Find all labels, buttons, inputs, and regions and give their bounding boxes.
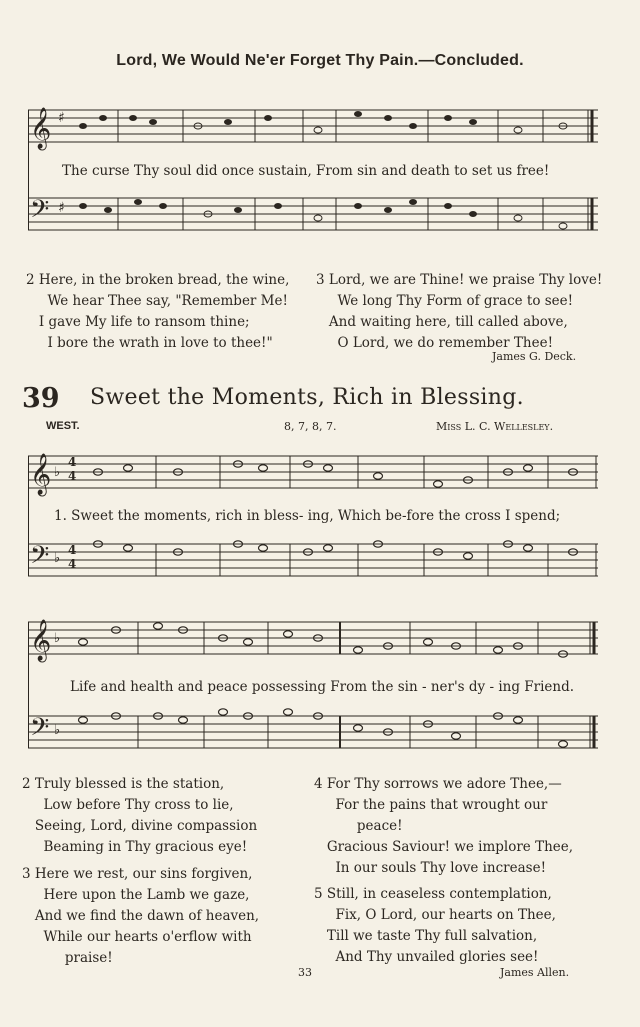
meter: 8, 7, 8, 7. [284, 420, 337, 433]
svg-text:♭: ♭ [54, 723, 61, 738]
tune-name: WEST. [46, 420, 80, 432]
author-part1: James G. Deck. [492, 350, 577, 363]
svg-text:♯: ♯ [58, 110, 65, 126]
svg-text:𝄞: 𝄞 [30, 108, 52, 149]
svg-text:𝄞: 𝄞 [30, 454, 52, 495]
composer: Miss L. C. Wellesley. [436, 420, 554, 433]
svg-text:𝄢: 𝄢 [30, 541, 50, 576]
author: James Allen. [500, 966, 570, 979]
svg-text:♯: ♯ [58, 200, 65, 216]
svg-text:𝄢: 𝄢 [30, 195, 50, 230]
svg-text:♭: ♭ [54, 465, 61, 480]
svg-text:4: 4 [68, 543, 77, 557]
lyric-line-part1: The curse Thy soul did once sustain, From sin and death to set us free! [62, 163, 550, 179]
svg-text:♭: ♭ [54, 551, 61, 566]
svg-text:4: 4 [68, 455, 77, 469]
verse-2: 2 Truly blessed is the station, Low before Thy cross to lie, Seeing, Lord, divine compassion Beaming in Thy gracious eye! [22, 776, 258, 855]
svg-text:4: 4 [68, 557, 77, 571]
page-title: Lord, We Would Ne'er Forget Thy Pain.—Concluded. [116, 52, 524, 69]
verse-4: 4 For Thy sorrows we adore Thee,— For the pains that wrought our peace! Gracious Saviour! we implore Thee, In our souls Thy love increase! [314, 776, 574, 876]
lyric-line-2: Life and health and peace possessing From the sin - ner's dy - ing Friend. [70, 679, 575, 695]
page-number: 33 [298, 966, 312, 979]
svg-text:♭: ♭ [54, 631, 61, 646]
verse-5: 5 Still, in ceaseless contemplation, Fix, O Lord, our hearts on Thee, Till we taste Thy full salvation, And Thy unvailed glories see! [314, 886, 556, 965]
hymn-number: 39 [22, 383, 60, 414]
lyric-line-1: 1. Sweet the moments, rich in bless- ing, Which be-fore the cross I spend; [54, 508, 561, 524]
svg-text:4: 4 [68, 469, 77, 483]
verse-3-part1: 3 Lord, we are Thine! we praise Thy love! We long Thy Form of grace to see! And waiting here, till called above, O Lord, we do remember Thee! [316, 272, 603, 351]
svg-text:𝄞: 𝄞 [30, 620, 52, 661]
hymn-title: Sweet the Moments, Rich in Blessing. [90, 385, 524, 410]
svg-text:𝄢: 𝄢 [30, 713, 50, 748]
verse-2-part1: 2 Here, in the broken bread, the wine, We hear Thee say, "Remember Me! I gave My life to ransom thine; I bore the wrath in love to thee!" [26, 272, 290, 351]
verse-3: 3 Here we rest, our sins forgiven, Here upon the Lamb we gaze, And we find the dawn of heaven, While our hearts o'erflow with praise! [22, 866, 260, 966]
